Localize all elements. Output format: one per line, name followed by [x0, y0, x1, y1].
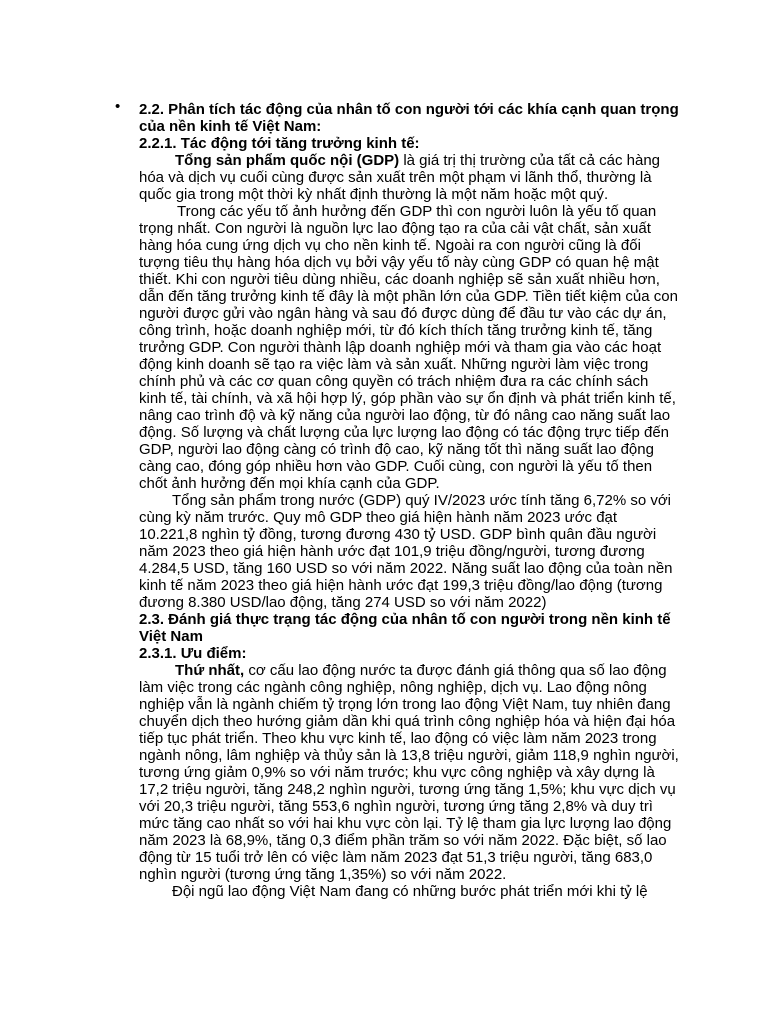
paragraph-human-factor: Trong các yếu tố ảnh hưởng đến GDP thì con người luôn là yếu tố quan trọng nhất. Con người là nguồn lực lao động tạo ra của cải vật chất, sản xuất hàng hóa cung ứng dịch vụ cho nền kinh tế. Ngoài ra con người cũng là đối tượng tiêu thụ hàng hóa dịch vụ bởi vậy yếu tố này cùng GDP có quan hệ mật thiết. Khi con người tiêu dùng nhiều, các doanh nghiệp sẽ sản xuất nhiều hơn, dẫn đến tăng trưởng kinh tế đây là một phần lớn của GDP. Tiền tiết kiệm của con người được gửi vào ngân hàng và sau đó được dùng để đầu tư vào các dự án, công trình, hoặc doanh nghiệp mới, từ đó kích thích tăng trưởng kinh tế, tăng trưởng GDP. Con người thành lập doanh nghiệp mới và tham gia vào các hoạt động kinh doanh sẽ tạo ra việc làm và sản xuất. Những người làm việc trong chính phủ và các cơ quan công quyền có trách nhiệm đưa ra các chính sách kinh tế, tài chính, và xã hội hợp lý, góp phần vào sự ổn định và phát triển kinh tế, nâng cao trình độ và kỹ năng của người lao động, từ đó nâng cao năng suất lao động. Số lượng và chất lượng của lực lượng lao động có tác động trực tiếp đến GDP, người lao động càng có trình độ cao, kỹ năng tốt thì năng suất lao động càng cao, đóng góp nhiều hơn vào GDP. Cuối cùng, con người là yếu tố then chốt ảnh hưởng đến mọi khía cạnh của GDP. [139, 203, 678, 492]
list-bullet: • [115, 98, 121, 115]
heading-2-2: 2.2. Phân tích tác động của nhân tố con người tới các khía cạnh quan trọng của nền kinh tế Việt Nam: [139, 101, 679, 135]
paragraph-gdp-definition [139, 152, 679, 203]
heading-2-3-1: 2.3.1. Ưu điểm: [139, 645, 247, 662]
paragraph-labor-structure [139, 662, 679, 883]
first-point-term: Thứ nhất, [175, 662, 245, 679]
paragraph-labor-force: Đội ngũ lao động Việt Nam đang có những bước phát triển mới khi tỷ lệ [172, 883, 648, 900]
paragraph-gdp-statistics: Tổng sản phẩm trong nước (GDP) quý IV/2023 ước tính tăng 6,72% so với cùng kỳ năm trước. Quy mô GDP theo giá hiện hành năm 2023 ước đạt 10.221,8 nghìn tỷ đồng, tương đương 430 tỷ USD. GDP bình quân đầu người năm 2023 theo giá hiện hành ước đạt 101,9 triệu đồng/người, tương đương 4.284,5 USD, tăng 160 USD so với năm 2022. Năng suất lao động của toàn nền kinh tế năm 2023 theo giá hiện hành ước đạt 199,3 triệu đồng/lao động (tương đương 8.380 USD/lao động, tăng 274 USD so với năm 2022) [139, 492, 673, 611]
labor-structure-text: cơ cấu lao động nước ta được đánh giá thông qua số lao động làm việc trong các ngành công nghiệp, nông nghiệp, dịch vụ. Lao động nông nghiệp vẫn là ngành chiếm tỷ trọng lớn trong lao động Việt Nam, tuy nhiên đang chuyển dịch theo hướng giảm dần khi quá trình công nghiệp hóa và hiện đại hóa tiếp tục phát triển. Theo khu vực kinh tế, lao động có việc làm năm 2023 trong ngành nông, lâm nghiệp và thủy sản là 13,8 triệu người, giảm 118,9 nghìn người, tương ứng giảm 0,9% so với năm trước; khu vực công nghiệp và xây dựng là 17,2 triệu người, tăng 248,2 nghìn người, tương ứng tăng 1,5%; khu vực dịch vụ với 20,3 triệu người, tăng 553,6 nghìn người, tương ứng tăng 2,8% và duy trì mức tăng cao nhất so với hai khu vực còn lại. Tỷ lệ tham gia lực lượng lao động năm 2023 là 68,9%, tăng 0,3 điểm phần trăm so với năm 2022. Đặc biệt, số lao động từ 15 tuổi trở lên có việc làm năm 2023 đạt 51,3 triệu người, tăng 683,0 nghìn người (tương ứng tăng 1,35%) so với năm 2022. [139, 662, 679, 883]
gdp-term: Tổng sản phẩm quốc nội (GDP) [175, 152, 400, 169]
heading-2-3: 2.3. Đánh giá thực trạng tác động của nhân tố con người trong nền kinh tế Việt Nam [139, 611, 671, 645]
document-body [139, 101, 679, 900]
gdp-definition-text: là giá trị thị trường của tất cả các hàng hóa và dịch vụ cuối cùng được sản xuất trên một phạm vi lãnh thổ, thường là quốc gia trong một thời kỳ nhất định thường là một năm hoặc một quý. [139, 152, 661, 203]
heading-2-2-1: 2.2.1. Tác động tới tăng trưởng kinh tế: [139, 135, 420, 152]
